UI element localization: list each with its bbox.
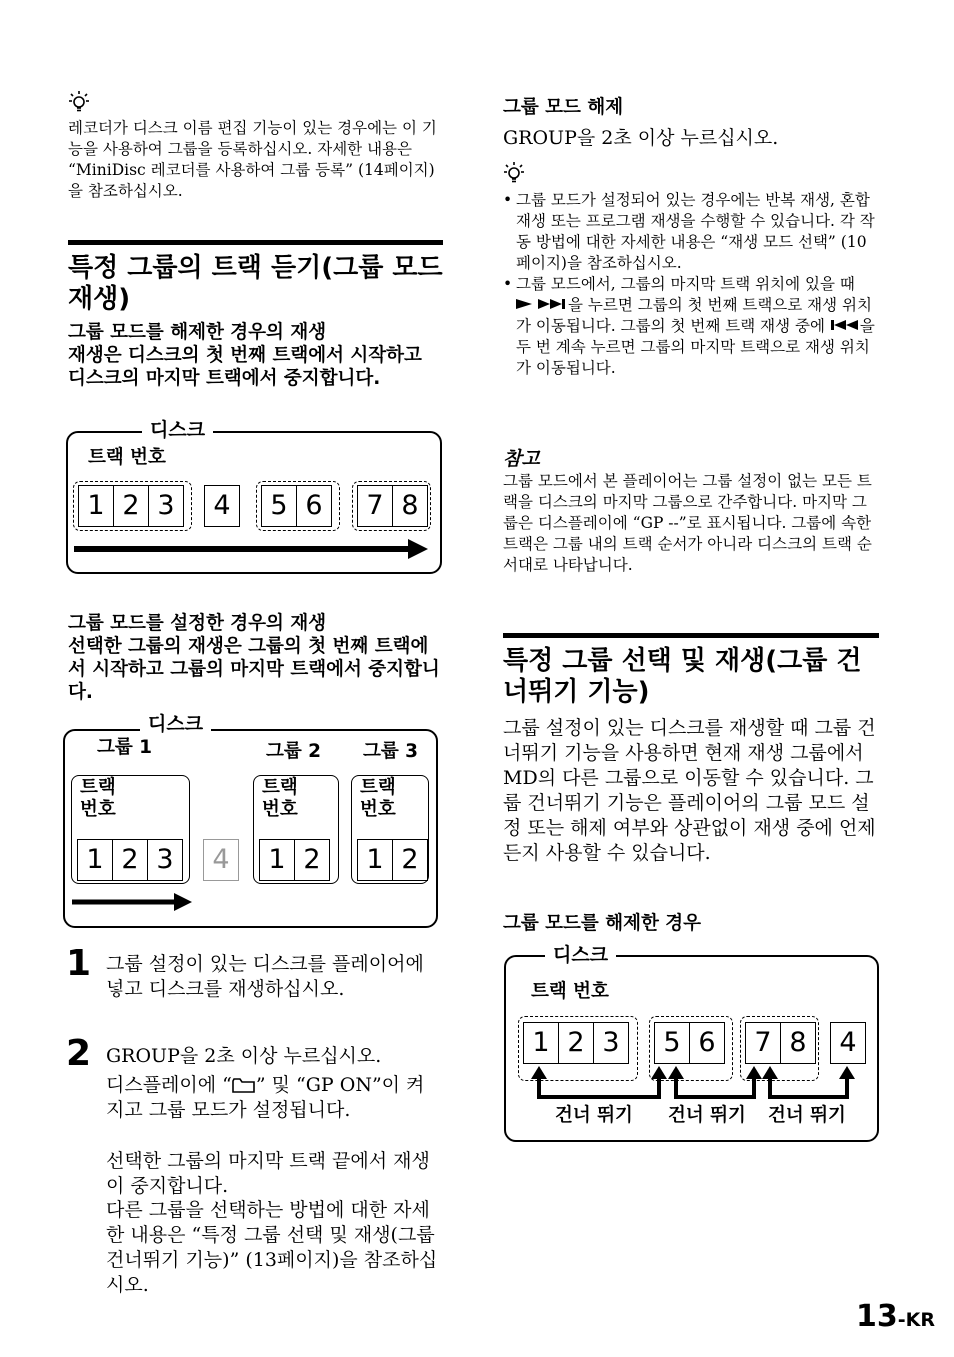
- track-cell: 1: [79, 486, 114, 526]
- subsection-title: 그룹 모드를 해제한 경우의 재생: [68, 322, 327, 343]
- subsection-title: 그룹 모드를 설정한 경우의 재생: [68, 613, 327, 634]
- page-number: [856, 1299, 935, 1334]
- release-title: 그룹 모드 해제: [503, 97, 624, 118]
- track-label: 트랙: [262, 777, 298, 798]
- track-cell: 5: [262, 486, 297, 526]
- track-number-label: 트랙 번호: [531, 981, 609, 1002]
- section-rule: [503, 633, 879, 638]
- track-cell: 1: [524, 1023, 559, 1063]
- step-detail: 선택한 그룹의 마지막 트랙 끝에서 재생이 중지합니다.: [106, 1150, 430, 1197]
- page-number-value: 13: [856, 1299, 898, 1334]
- track-cell: 8: [401, 490, 419, 521]
- tip-list: [503, 190, 879, 379]
- track-group: [259, 839, 330, 881]
- track-cell: 7: [358, 486, 393, 526]
- tip-text: 을 누르면 그룹의 첫 번째 트랙으로 재생 위치가 이동됩니다.: [516, 296, 873, 335]
- section-title: 특정 그룹의 트랙 듣기(그룹 모드 재생): [68, 253, 443, 314]
- page-number-suffix: -KR: [897, 1309, 935, 1331]
- track-group: [77, 839, 183, 881]
- number-label: 번호: [80, 799, 116, 820]
- track-cell: 5: [655, 1023, 690, 1063]
- group-label: 그룹 1: [97, 737, 153, 758]
- ungrouped-track: [204, 485, 240, 527]
- skip-label: 건너 뛰기: [555, 1105, 633, 1126]
- track-cell: 7: [746, 1023, 781, 1063]
- step-text: 그룹 설정이 있는 디스크를 플레이어에 넣고 디스크를 재생하십시오.: [106, 953, 424, 1000]
- tip-text: 그룹 모드에서, 그룹의 마지막 트랙 위치에 있을 때: [516, 275, 855, 293]
- track-cell: 3: [602, 1027, 620, 1058]
- ungrouped-track: [203, 839, 239, 881]
- track-cell: 3: [157, 490, 175, 521]
- subsection-title: 그룹 모드를 해제한 경우: [503, 913, 702, 934]
- track-cell: 4: [839, 1027, 857, 1058]
- step-number: 2: [66, 1033, 92, 1074]
- step-display-text: [106, 1073, 440, 1123]
- track-cell: 8: [789, 1027, 807, 1058]
- previous-icon: [830, 318, 860, 332]
- step-display-post: ” 및 “GP ON”이 켜지고 그룹 모드가 설정됩니다.: [106, 1074, 425, 1121]
- subsection-description: 재생은 디스크의 첫 번째 트랙에서 시작하고 디스크의 마지막 트랙에서 중지합니다.: [68, 345, 422, 389]
- section-rule: [68, 240, 443, 245]
- section-title: 특정 그룹 선택 및 재생(그룹 건너뛰기 기능): [503, 646, 862, 707]
- skip-label: 건너 뛰기: [768, 1105, 846, 1126]
- step-text: GROUP을 2초 이상 누르십시오.: [106, 1045, 382, 1067]
- subsection-description: 선택한 그룹의 재생은 그룹의 첫 번째 트랙에서 시작하고 그룹의 마지막 트랙에서 중지합니다.: [68, 636, 440, 703]
- track-group: [78, 485, 184, 527]
- track-cell: 1: [358, 840, 393, 880]
- track-cell: 2: [113, 840, 148, 880]
- number-label: 번호: [360, 799, 396, 820]
- disc-label: 디스크: [140, 713, 211, 735]
- track-group: [357, 485, 428, 527]
- group-label: 그룹 2: [266, 741, 322, 762]
- step-detail: 다른 그룹을 선택하는 방법에 대한 자세한 내용은 “특정 그룹 선택 및 재생(그룹 건너뛰기 기능)” (13페이지)을 참조하십시오.: [106, 1199, 438, 1296]
- disc-label: 디스크: [545, 944, 616, 966]
- playback-arrow: [72, 891, 194, 913]
- track-label: 트랙: [80, 777, 116, 798]
- track-group: [261, 485, 332, 527]
- tip-item: • 그룹 모드가 설정되어 있는 경우에는 반복 재생, 혼합 재생 또는 프로그램 재생을 수행할 수 있습니다. 각 작동 방법에 대한 자세한 내용은 “재생 모드 선택” (10페이지)을 참조하십시오.: [503, 190, 879, 274]
- disc-label: 디스크: [142, 419, 213, 441]
- play-next-icon: [516, 297, 568, 311]
- track-cell: 2: [559, 1023, 594, 1063]
- section-text: 그룹 설정이 있는 디스크를 재생할 때 그룹 건너뛰기 기능을 사용하면 현재 재생 그룹에서 MD의 다른 그룹으로 이동할 수 있습니다. 그룹 건너뛰기 기능은 플레이어의 그룹 모드 설정 또는 해제 여부와 상관없이 재생 중에 언제든지 사용할 수 있습니다.: [503, 717, 876, 864]
- step-display-pre: 디스플레이에 “: [106, 1074, 232, 1096]
- tip-text: 을 두 번 계속 누르면 그룹의 마지막 트랙으로 재생 위치가 이동됩니다.: [516, 317, 875, 377]
- track-cell: 6: [305, 490, 323, 521]
- playback-arrow: [74, 538, 430, 560]
- track-cell: 4: [213, 490, 231, 521]
- track-number-label: 트랙 번호: [88, 447, 166, 468]
- track-cell: 2: [114, 486, 149, 526]
- track-cell: 1: [78, 840, 113, 880]
- track-cell: 6: [698, 1027, 716, 1058]
- track-cell: 1: [260, 840, 295, 880]
- skip-label: 건너 뛰기: [668, 1105, 746, 1126]
- tip-lightbulb-icon: [503, 161, 525, 183]
- track-cell: 4: [212, 844, 230, 875]
- track-label: 트랙: [360, 777, 396, 798]
- track-cell: 2: [401, 844, 419, 875]
- track-group: [357, 839, 428, 881]
- skip-arrows: [504, 1055, 876, 1105]
- tip-item: [503, 274, 879, 379]
- track-cell: 2: [303, 844, 321, 875]
- number-label: 번호: [262, 799, 298, 820]
- tip-lightbulb-icon: [68, 90, 90, 112]
- tip-text: 그룹의 첫 번째 트랙 재생 중에: [620, 317, 825, 335]
- note-text: 그룹 모드에서 본 플레이어는 그룹 설정이 없는 모든 트랙을 디스크의 마지막 그룹으로 간주합니다. 마지막 그룹은 디스플레이에 “GP --”로 표시됩니다. 그룹에 속한 트랙은 그룹 내의 트랙 순서가 아니라 디스크의 트랙 순서대로 나타납니다.: [503, 472, 872, 574]
- group-label: 그룹 3: [363, 741, 419, 762]
- tip-text: 레코더가 디스크 이름 편집 기능이 있는 경우에는 이 기능을 사용하여 그룹을 등록하십시오. 자세한 내용은 “MiniDisc 레코더를 사용하여 그룹 등록” (14페이지)을 참조하십시오.: [68, 119, 437, 200]
- track-cell: 3: [156, 844, 174, 875]
- release-text: GROUP을 2초 이상 누르십시오.: [503, 127, 779, 149]
- folder-icon: [232, 1077, 256, 1093]
- note-title: 참고: [503, 448, 540, 470]
- step-number: 1: [66, 943, 92, 984]
